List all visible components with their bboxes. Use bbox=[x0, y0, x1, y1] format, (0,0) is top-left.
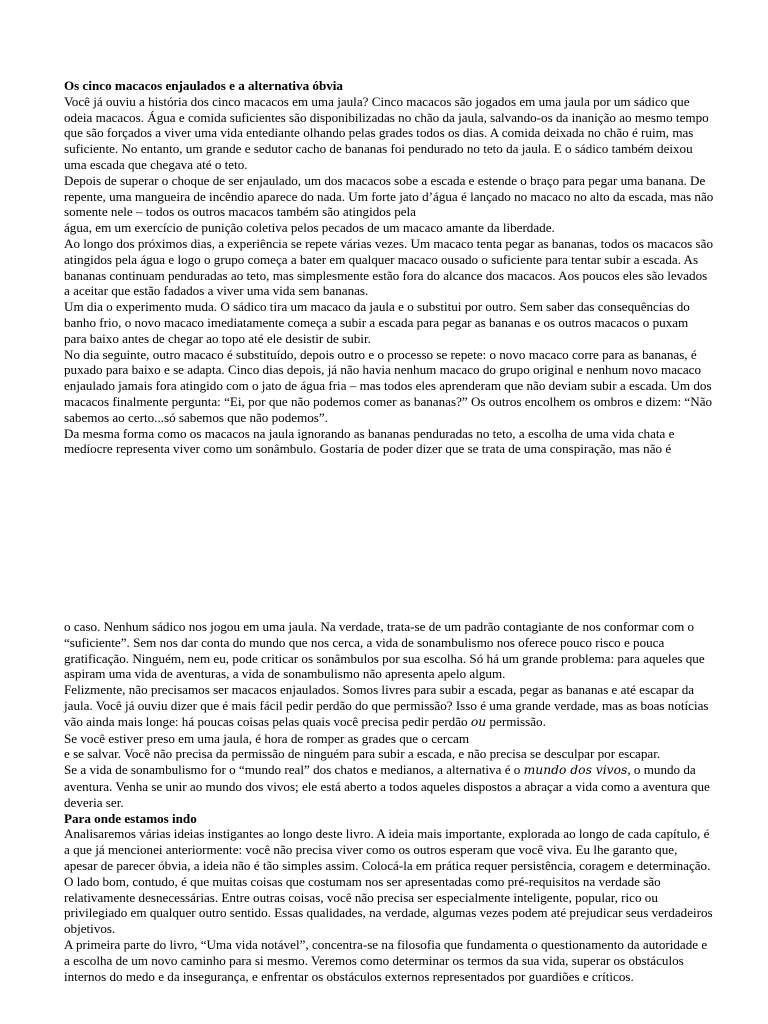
text-run: permissão. bbox=[489, 713, 546, 729]
paragraph: e se salvar. Você não precisa da permissão de ninguém para subir a escada, e não precisa se desculpar por escapar. bbox=[64, 746, 661, 762]
text-run: Se a vida de sonambulismo for o “mundo real” dos chatos e medianos, a alternativa é o bbox=[64, 762, 521, 778]
text-run: Felizmente, não precisamos ser macacos enjaulados. Somos livres para subir a escada, pegar as bananas e até escapar da jaula. Você já ouviu dizer que é mais fácil pedir perdão do que permissão? Isso é uma grande verdade, mas as boas notícias vão ainda mais longe: há poucas coisas pelas quais você precisa pedir perdão bbox=[64, 682, 709, 729]
text-block-top bbox=[64, 78, 714, 457]
paragraph: Ao longo dos próximos dias, a experiência se repete várias vezes. Um macaco tenta pegar as bananas, todos os macacos são atingidos pela água e logo o grupo começa a bater em qualquer macaco ousado o suficiente para tentar subir a escada. As bananas continuam penduradas ao teto, mas simplesmente estão fora do alcance dos macacos. Aos poucos eles são levados a aceitar que estão fadados a viver uma vida sem bananas. bbox=[64, 235, 714, 299]
text-block-bottom bbox=[64, 619, 714, 984]
emphasis-mundo-dos-vivos: mundo dos vivos bbox=[523, 763, 628, 778]
paragraph: No dia seguinte, outro macaco é substituído, depois outro e o processo se repete: o novo macaco corre para as bananas, é puxado para baixo e se adapta. Cinco dias depois, já não havia nenhum macaco do grupo original e nenhum novo macaco enjaulado jamais fora atingido com o jato de água fria – mas todos eles aprenderam que não deviam subir a escada. Um dos macacos finalmente pergunta: “Ei, por que não podemos comer as bananas?” Os outros encolhem os ombros e dizem: “Não sabemos ao certo...só sabemos que não podemos”. bbox=[64, 346, 713, 425]
paragraph: o caso. Nenhum sádico nos jogou em uma jaula. Na verdade, trata-se de um padrão contagiante de nos conformar com o “suficiente”. Sem nos dar conta do mundo que nos cerca, a vida de sonambulismo nos oferece pouco risco e pouca gratificação. Ninguém, nem eu, pode criticar os sonâmbulos por sua escolha. Só há um grande problema: para aqueles que aspiram uma vida de aventuras, a vida de sonambulismo não apresenta apelo algum. bbox=[64, 619, 705, 682]
paragraph: água, em um exercício de punição coletiva pelos pecados de um macaco amante da liberdade. bbox=[64, 220, 555, 236]
paragraph: Você já ouviu a história dos cinco macacos em uma jaula? Cinco macacos são jogados em uma jaula por um sádico que odeia macacos. Água e comida suficientes são disponibilizadas no chão da jaula, salvando-os da inanição ao mesmo tempo que são forçados a viver uma vida entediante olhando pelas grades todos os dias. A comida deixada no chão é ruim, mas suficiente. No entanto, um grande e sedutor cacho de bananas foi pendurado no teto da jaula. E o sádico também deixou uma escada que chegava até o teto. bbox=[64, 93, 709, 172]
emphasis-ou: ou bbox=[470, 714, 487, 729]
paragraph: Da mesma forma como os macacos na jaula ignorando as bananas penduradas no teto, a escolha de uma vida chata e medíocre representa viver como um sonâmbulo. Gostaria de poder dizer que se trata de uma conspiração, mas não é bbox=[64, 425, 675, 457]
paragraph: Se você estiver preso em uma jaula, é hora de romper as grades que o cercam bbox=[64, 730, 470, 746]
paragraph: Um dia o experimento muda. O sádico tira um macaco da jaula e o substitui por outro. Sem saber das consequências do banho frio, o novo macaco imediatamente começa a subir a escada para pegar as bananas e os outros macacos o puxam para baixo antes de chegar ao topo até ele desistir de subir. bbox=[64, 299, 690, 346]
section-heading-macacos: Os cinco macacos enjaulados e a alternativa óbvia bbox=[64, 78, 343, 93]
paragraph-with-emphasis bbox=[64, 682, 714, 730]
paragraph: Depois de superar o choque de ser enjaulado, um dos macacos sobe a escada e estende o braço para pegar uma banana. De repente, uma mangueira de incêndio aparece do nada. Um forte jato d’água é lançado no macaco no alto da escada, mas não somente nele – todos os outros macacos também são atingidos pela bbox=[64, 172, 714, 220]
text-run: , o mundo da aventura. Venha se unir ao mundo dos vivos; ele está aberto a todos aqueles dispostos a abraçar a vida como a aventura que deveria ser. bbox=[64, 762, 710, 810]
paragraph: A primeira parte do livro, “Uma vida notável”, concentra-se na filosofia que fundamenta o questionamento da autoridade e a escolha de um novo caminho para si mesmo. Veremos como determinar os termos da sua vida, superar os obstáculos internos do medo e da insegurança, e enfrentar os obstáculos externos representados por guardiões e críticos. bbox=[64, 936, 708, 984]
paragraph-with-emphasis bbox=[64, 762, 714, 810]
paragraph: Analisaremos várias ideias instigantes ao longo deste livro. A ideia mais importante, explorada ao longo de cada capítulo, é a que já mencionei anteriormente: você não precisa viver como os outros esperam que você viva. Eu lhe garanto que, apesar de parecer óbvia, a ideia não é tão simples assim. Colocá-la em prática requer persistência, coragem e determinação. O lado bom, contudo, é que muitas coisas que costumam nos ser apresentadas como pré-requisitos na verdade são relativamente desnecessárias. Entre outras coisas, você não precisa ser especialmente inteligente, popular, rico ou privilegiado em qualquer outro sentido. Essas qualidades, na verdade, algumas vezes podem até prejudicar seus verdadeiros objetivos. bbox=[64, 826, 713, 937]
section-heading-para-onde: Para onde estamos indo bbox=[64, 810, 197, 826]
